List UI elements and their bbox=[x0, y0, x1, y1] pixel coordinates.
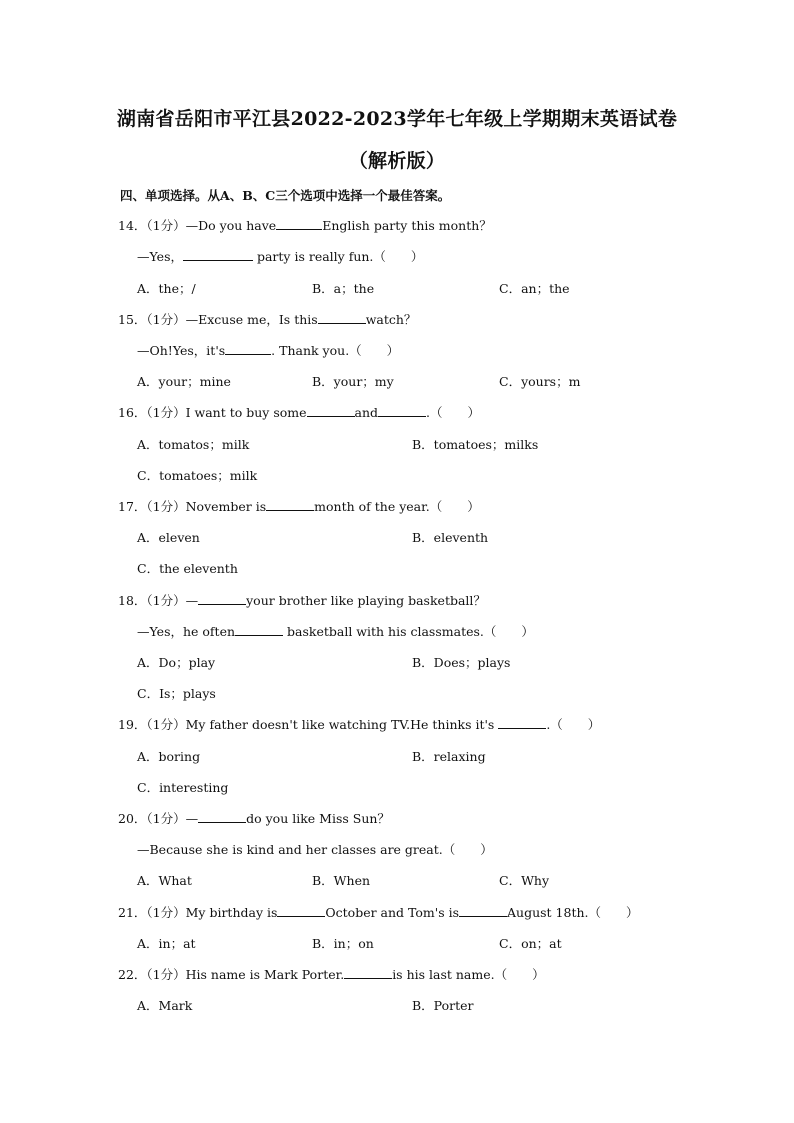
question-15-line2: —Oh!Yes，it's . Thank you.（ ） bbox=[137, 343, 400, 358]
answer-blank bbox=[235, 623, 283, 636]
section-heading: 四、单项选择。从A、B、C三个选项中选择一个最佳答案。 bbox=[120, 188, 451, 203]
question-15-option-b: B．your；my bbox=[312, 374, 394, 389]
answer-blank bbox=[307, 404, 355, 417]
answer-blank bbox=[276, 217, 322, 230]
question-18-line2: —Yes，he often basketball with his classmates.（ ） bbox=[137, 624, 534, 639]
answer-blank bbox=[225, 342, 271, 355]
question-21-stem: 21．（1分）My birthday is October and Tom's is August 18th.（ ） bbox=[118, 905, 639, 920]
question-18-stem: 18．（1分）— your brother like playing basketball？ bbox=[118, 593, 486, 608]
answer-blank bbox=[498, 716, 546, 729]
question-14-option-a: A．the；/ bbox=[137, 281, 196, 296]
question-22-option-b: B．Porter bbox=[412, 998, 474, 1013]
question-14-option-b: B．a；the bbox=[312, 281, 375, 296]
question-20-line2: —Because she is kind and her classes are great.（ ） bbox=[137, 842, 493, 857]
question-20-stem: 20．（1分）— do you like Miss Sun？ bbox=[118, 811, 390, 826]
question-18-option-c: C．Is；plays bbox=[137, 686, 216, 701]
question-17-option-c: C．the eleventh bbox=[137, 561, 238, 576]
question-19-option-a: A．boring bbox=[137, 749, 201, 764]
question-16-stem: 16．（1分）I want to buy some and .（ ） bbox=[118, 405, 481, 420]
answer-blank bbox=[459, 904, 507, 917]
answer-blank bbox=[318, 311, 366, 324]
page-title: 湖南省岳阳市平江县2022-2023学年七年级上学期期末英语试卷 bbox=[116, 108, 678, 130]
question-14-line2: —Yes， party is really fun.（ ） bbox=[137, 249, 424, 264]
question-19-option-c: C．interesting bbox=[137, 780, 229, 795]
answer-blank bbox=[378, 404, 426, 417]
question-18-option-b: B．Does；plays bbox=[412, 655, 511, 670]
question-20-option-a: A．What bbox=[137, 873, 192, 888]
question-17-option-b: B．eleventh bbox=[412, 530, 489, 545]
question-19-option-b: B．relaxing bbox=[412, 749, 486, 764]
question-20-option-c: C．Why bbox=[499, 873, 550, 888]
question-15-option-a: A．your；mine bbox=[137, 374, 231, 389]
question-21-option-c: C．on；at bbox=[499, 936, 562, 951]
question-20-option-b: B．When bbox=[312, 873, 371, 888]
question-22-stem: 22．（1分）His name is Mark Porter. is his last name.（ ） bbox=[118, 967, 545, 982]
answer-blank bbox=[183, 248, 253, 261]
question-15-option-c: C．yours；m bbox=[499, 374, 581, 389]
question-16-option-c: C．tomatoes；milk bbox=[137, 468, 258, 483]
question-16-option-b: B．tomatoes；milks bbox=[412, 437, 539, 452]
answer-blank bbox=[277, 904, 325, 917]
question-19-stem: 19．（1分）My father doesn't like watching TV.He thinks it's .（ ） bbox=[118, 717, 601, 732]
page-subtitle: （解析版） bbox=[348, 150, 446, 172]
question-17-option-a: A．eleven bbox=[137, 530, 200, 545]
question-22-option-a: A．Mark bbox=[137, 998, 193, 1013]
question-14-option-c: C．an；the bbox=[499, 281, 570, 296]
question-14-stem: 14．（1分）—Do you have English party this month？ bbox=[118, 218, 492, 233]
question-21-option-b: B．in；on bbox=[312, 936, 374, 951]
question-21-option-a: A．in；at bbox=[137, 936, 196, 951]
answer-blank bbox=[198, 810, 246, 823]
question-16-option-a: A．tomatos；milk bbox=[137, 437, 250, 452]
question-15-stem: 15．（1分）—Excuse me，Is this watch？ bbox=[118, 312, 417, 327]
answer-blank bbox=[198, 592, 246, 605]
question-17-stem: 17．（1分）November is month of the year.（ ） bbox=[118, 499, 480, 514]
question-18-option-a: A．Do；play bbox=[137, 655, 216, 670]
answer-blank bbox=[266, 498, 314, 511]
answer-blank bbox=[344, 966, 392, 979]
